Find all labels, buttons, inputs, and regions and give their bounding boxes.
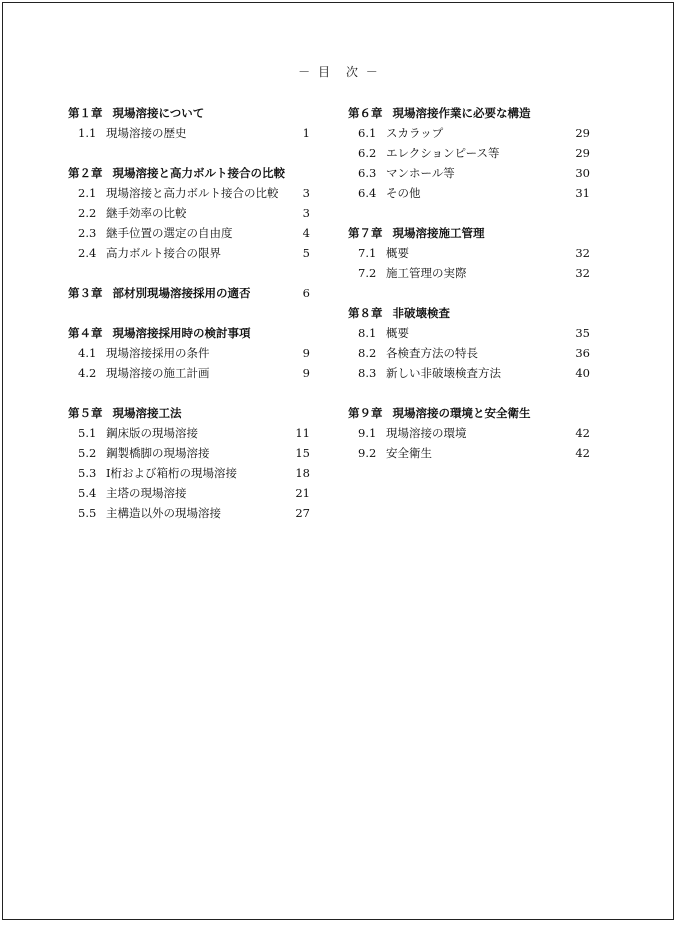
toc-chapter <box>68 163 310 263</box>
chapter-heading <box>348 223 590 243</box>
toc-left-column <box>68 103 310 543</box>
section-number: 5.2 <box>78 446 97 460</box>
section-title: 各検査方法の特長 <box>386 346 478 360</box>
toc-entry <box>68 443 310 463</box>
chapter-title: 現場溶接の環境と安全衛生 <box>392 406 531 420</box>
section-number: 8.1 <box>358 326 377 340</box>
section-title: 現場溶接の施工計画 <box>106 366 210 380</box>
section-number: 4.2 <box>78 366 97 380</box>
section-page-number: 1 <box>302 126 310 140</box>
chapter-number: 第９章 <box>348 406 383 420</box>
toc-entry <box>348 323 590 343</box>
section-page-number: 3 <box>302 186 310 200</box>
section-number: 2.4 <box>78 246 97 260</box>
toc-chapter <box>348 303 590 383</box>
section-number: 1.1 <box>78 126 97 140</box>
chapter-heading <box>68 403 310 423</box>
section-page-number: 36 <box>575 346 590 360</box>
toc-title: － 目 次 － <box>298 65 380 79</box>
toc-chapter <box>348 403 590 463</box>
section-page-number: 5 <box>302 246 310 260</box>
section-page-number: 15 <box>295 446 310 460</box>
section-number: 5.5 <box>78 506 97 520</box>
chapter-heading <box>68 103 310 123</box>
section-page-number: 40 <box>575 366 590 380</box>
toc-entry <box>68 223 310 243</box>
chapter-heading <box>348 303 590 323</box>
section-number: 5.4 <box>78 486 97 500</box>
toc-entry <box>68 363 310 383</box>
chapter-number: 第６章 <box>348 106 383 120</box>
section-number: 5.3 <box>78 466 97 480</box>
toc-entry <box>348 123 590 143</box>
section-page-number: 30 <box>575 166 590 180</box>
chapter-title: 現場溶接施工管理 <box>392 226 485 240</box>
toc-chapter <box>68 403 310 523</box>
section-number: 5.1 <box>78 426 97 440</box>
section-number: 9.2 <box>358 446 377 460</box>
toc-entry <box>348 243 590 263</box>
toc-entry <box>68 123 310 143</box>
toc-chapter <box>348 223 590 283</box>
chapter-number: 第１章 <box>68 106 103 120</box>
toc-chapter <box>68 283 310 303</box>
section-number: 9.1 <box>358 426 377 440</box>
section-number: 2.2 <box>78 206 97 220</box>
section-page-number: 29 <box>575 146 590 160</box>
section-title: 現場溶接採用の条件 <box>106 346 210 360</box>
section-page-number: 21 <box>295 486 310 500</box>
toc-entry <box>68 343 310 363</box>
toc-entry <box>348 343 590 363</box>
chapter-title: 部材別現場溶接採用の適否 <box>112 286 251 300</box>
section-title: その他 <box>386 186 421 200</box>
section-page-number: 27 <box>295 506 310 520</box>
section-title: マンホール等 <box>386 166 455 180</box>
chapter-heading <box>348 103 590 123</box>
toc-entry <box>348 423 590 443</box>
toc-entry <box>348 443 590 463</box>
section-number: 8.2 <box>358 346 377 360</box>
chapter-number: 第２章 <box>68 166 103 180</box>
section-page-number: 18 <box>295 466 310 480</box>
section-title: 高力ボルト接合の限界 <box>106 246 221 260</box>
chapter-heading <box>348 403 590 423</box>
section-title: 施工管理の実際 <box>386 266 467 280</box>
toc-chapter <box>68 323 310 383</box>
section-page-number: 32 <box>575 246 590 260</box>
section-page-number: 9 <box>302 366 310 380</box>
section-title: 新しい非破壊検査方法 <box>386 366 501 380</box>
section-page-number: 9 <box>302 346 310 360</box>
section-page-number: 42 <box>575 446 590 460</box>
chapter-number: 第５章 <box>68 406 103 420</box>
section-number: 7.2 <box>358 266 377 280</box>
section-page-number: 32 <box>575 266 590 280</box>
section-title: 主塔の現場溶接 <box>106 486 187 500</box>
section-title: 現場溶接と高力ボルト接合の比較 <box>106 186 279 200</box>
toc-entry <box>348 183 590 203</box>
toc-entry <box>68 463 310 483</box>
section-page-number: 31 <box>575 186 590 200</box>
section-title: 現場溶接の歴史 <box>106 126 187 140</box>
section-number: 7.1 <box>358 246 377 260</box>
toc-entry <box>68 503 310 523</box>
chapter-title: 現場溶接と高力ボルト接合の比較 <box>112 166 285 180</box>
toc-chapter <box>68 103 310 143</box>
section-title: スカラップ <box>386 126 444 140</box>
toc-chapter <box>348 103 590 203</box>
section-page-number: 11 <box>295 426 310 440</box>
toc-entry <box>348 363 590 383</box>
section-number: 6.4 <box>358 186 377 200</box>
section-title: I桁および箱桁の現場溶接 <box>106 466 238 480</box>
toc-entry <box>68 183 310 203</box>
section-page-number: 3 <box>302 206 310 220</box>
chapter-title: 非破壊検査 <box>392 306 450 320</box>
toc-entry <box>68 423 310 443</box>
section-number: 2.3 <box>78 226 97 240</box>
toc-entry <box>68 243 310 263</box>
chapter-title: 現場溶接について <box>112 106 205 120</box>
section-title: 安全衛生 <box>386 446 432 460</box>
section-title: 継手位置の選定の自由度 <box>106 226 233 240</box>
chapter-number: 第７章 <box>348 226 383 240</box>
toc-entry <box>68 483 310 503</box>
chapter-heading <box>68 323 310 343</box>
chapter-page-number: 6 <box>302 286 310 300</box>
chapter-heading <box>68 163 310 183</box>
section-page-number: 4 <box>302 226 310 240</box>
section-number: 2.1 <box>78 186 97 200</box>
chapter-title: 現場溶接作業に必要な構造 <box>392 106 531 120</box>
section-title: 現場溶接の環境 <box>386 426 467 440</box>
section-page-number: 29 <box>575 126 590 140</box>
chapter-title: 現場溶接採用時の検討事項 <box>112 326 251 340</box>
section-number: 8.3 <box>358 366 377 380</box>
section-title: 鋼床版の現場溶接 <box>106 426 198 440</box>
section-title: 概要 <box>386 246 409 260</box>
chapter-heading <box>68 283 310 303</box>
section-title: 継手効率の比較 <box>106 206 187 220</box>
chapter-number: 第３章 <box>68 286 103 300</box>
section-page-number: 35 <box>575 326 590 340</box>
toc-entry <box>348 163 590 183</box>
chapter-number: 第８章 <box>348 306 383 320</box>
toc-right-column <box>348 103 590 483</box>
chapter-number: 第４章 <box>68 326 103 340</box>
section-number: 6.1 <box>358 126 377 140</box>
toc-entry <box>68 203 310 223</box>
section-title: エレクションピース等 <box>386 146 500 160</box>
section-title: 鋼製橋脚の現場溶接 <box>106 446 210 460</box>
section-number: 4.1 <box>78 346 97 360</box>
toc-entry <box>348 263 590 283</box>
section-number: 6.3 <box>358 166 377 180</box>
section-title: 概要 <box>386 326 409 340</box>
section-number: 6.2 <box>358 146 377 160</box>
section-page-number: 42 <box>575 426 590 440</box>
chapter-title: 現場溶接工法 <box>112 406 182 420</box>
toc-entry <box>348 143 590 163</box>
section-title: 主構造以外の現場溶接 <box>106 506 221 520</box>
